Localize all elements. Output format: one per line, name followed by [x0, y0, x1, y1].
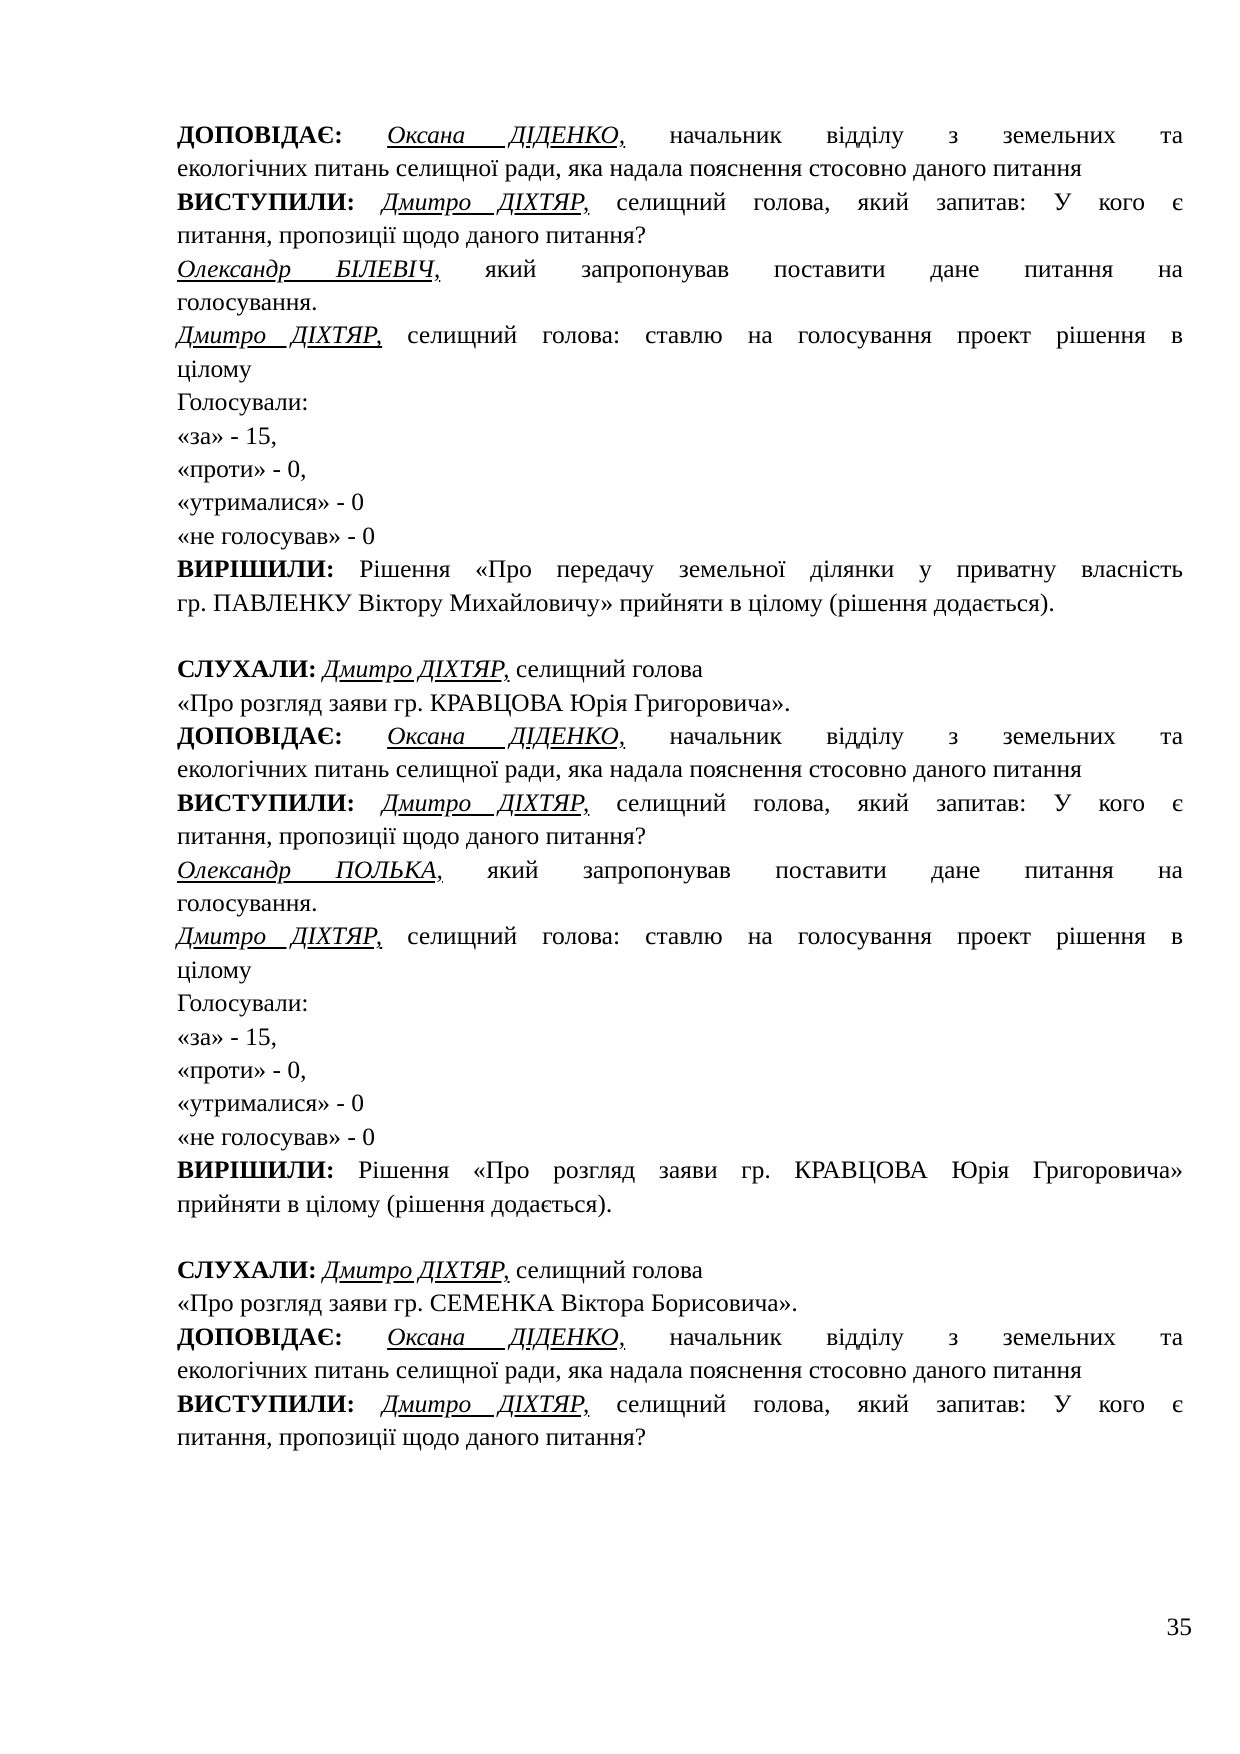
- agenda-topic: «Про розгляд заяви гр. СЕМЕНКА Віктора Борисовича».: [177, 1288, 798, 1318]
- report-line: [177, 1320, 1183, 1353]
- speech-text: селищний голова, який запитав: У кого є: [589, 186, 1184, 216]
- vote-not-voted: «не голосував» - 0: [177, 520, 375, 550]
- put-to-vote-continuation: цілому: [177, 954, 252, 984]
- heard-line: [177, 652, 1183, 685]
- speech-text: селищний голова, який запитав: У кого є: [589, 787, 1184, 817]
- speaker-name: Оксана ДІДЕНКО,: [387, 720, 626, 750]
- speech-line: [177, 786, 1183, 819]
- speech-line: [177, 185, 1183, 218]
- proposal-text: який запропонував поставити дане питання на: [440, 253, 1183, 283]
- heard-label: СЛУХАЛИ:: [177, 1255, 317, 1284]
- heard-text: селищний голова: [509, 654, 703, 684]
- report-text: начальник відділу з земельних та: [625, 120, 1184, 149]
- decision-text: Рішення «Про передачу земельної ділянки у приватну власність: [334, 554, 1183, 584]
- speaker-name: Дмитро ДІХТЯР,: [382, 1388, 590, 1418]
- section-gap: [177, 619, 1183, 652]
- decision-continuation: гр. ПАВЛЕНКУ Віктору Михайловичу» прийняти в цілому (рішення додається).: [177, 587, 1055, 617]
- report-continuation: екологічних питань селищної ради, яка надала пояснення стосовно даного питання: [177, 754, 1082, 784]
- decision-line: [177, 552, 1183, 585]
- put-to-vote-continuation: цілому: [177, 353, 252, 383]
- proposal-continuation: голосування.: [177, 287, 318, 317]
- speech-label: ВИСТУПИЛИ:: [177, 186, 355, 216]
- minutes-body: [177, 118, 1183, 1453]
- proposal-line: [177, 853, 1183, 886]
- speaker-name: Дмитро ДІХТЯР,: [323, 1255, 510, 1284]
- vote-against: «проти» - 0,: [177, 454, 307, 484]
- decision-text: Рішення «Про розгляд заяви гр. КРАВЦОВА Юрія Григоровича»: [334, 1155, 1183, 1185]
- put-to-vote-text: селищний голова: ставлю на голосування проект рішення в: [382, 921, 1183, 951]
- speech-label: ВИСТУПИЛИ:: [177, 1388, 355, 1418]
- decision-continuation: прийняти в цілому (рішення додається).: [177, 1188, 613, 1218]
- put-to-vote-line: [177, 318, 1183, 351]
- put-to-vote-text: селищний голова: ставлю на голосування проект рішення в: [382, 320, 1183, 350]
- speaker-name: Оксана ДІДЕНКО,: [387, 120, 626, 149]
- vote-for: «за» - 15,: [177, 420, 278, 450]
- speaker-name: Дмитро ДІХТЯР,: [382, 787, 590, 817]
- proposal-line: [177, 252, 1183, 285]
- proposal-continuation: голосування.: [177, 887, 318, 917]
- speech-continuation: питання, пропозиції щодо даного питання?: [177, 1422, 647, 1452]
- vote-not-voted: «не голосував» - 0: [177, 1121, 375, 1151]
- report-label: ДОПОВІДАЄ:: [177, 720, 343, 750]
- vote-abstained: «утрималися» - 0: [177, 1088, 365, 1118]
- speech-continuation: питання, пропозиції щодо даного питання?: [177, 821, 647, 851]
- speaker-name: Олександр БІЛЕВІЧ,: [177, 253, 441, 283]
- heard-line: [177, 1253, 1183, 1286]
- report-label: ДОПОВІДАЄ:: [177, 1321, 343, 1351]
- vote-title: Голосували:: [177, 387, 309, 417]
- vote-title: Голосували:: [177, 988, 309, 1018]
- speaker-name: Дмитро ДІХТЯР,: [177, 320, 383, 350]
- report-label: ДОПОВІДАЄ:: [177, 120, 343, 149]
- decision-label: ВИРІШИЛИ:: [177, 554, 335, 584]
- decision-label: ВИРІШИЛИ:: [177, 1155, 335, 1185]
- decision-line: [177, 1153, 1183, 1186]
- report-continuation: екологічних питань селищної ради, яка надала пояснення стосовно даного питання: [177, 1355, 1082, 1385]
- section-gap: [177, 1220, 1183, 1253]
- report-text: начальник відділу з земельних та: [625, 1321, 1184, 1351]
- vote-abstained: «утрималися» - 0: [177, 487, 365, 517]
- speaker-name: Олександр ПОЛЬКА,: [177, 854, 443, 884]
- vote-for: «за» - 15,: [177, 1021, 278, 1051]
- heard-label: СЛУХАЛИ:: [177, 654, 317, 684]
- speaker-name: Дмитро ДІХТЯР,: [323, 654, 510, 684]
- report-text: начальник відділу з земельних та: [625, 720, 1184, 750]
- report-line: [177, 719, 1183, 752]
- put-to-vote-line: [177, 919, 1183, 952]
- speech-continuation: питання, пропозиції щодо даного питання?: [177, 220, 647, 250]
- heard-text: селищний голова: [509, 1255, 703, 1284]
- speaker-name: Дмитро ДІХТЯР,: [177, 921, 383, 951]
- speech-text: селищний голова, який запитав: У кого є: [589, 1388, 1184, 1418]
- agenda-topic: «Про розгляд заяви гр. КРАВЦОВА Юрія Григоровича».: [177, 687, 791, 717]
- report-continuation: екологічних питань селищної ради, яка надала пояснення стосовно даного питання: [177, 153, 1082, 183]
- speaker-name: Дмитро ДІХТЯР,: [382, 186, 590, 216]
- report-line: [177, 118, 1183, 151]
- speech-label: ВИСТУПИЛИ:: [177, 787, 355, 817]
- vote-against: «проти» - 0,: [177, 1054, 307, 1084]
- proposal-text: який запропонував поставити дане питання на: [442, 854, 1183, 884]
- speaker-name: Оксана ДІДЕНКО,: [387, 1321, 626, 1351]
- page-number: 35: [1166, 1612, 1192, 1641]
- speech-line: [177, 1387, 1183, 1420]
